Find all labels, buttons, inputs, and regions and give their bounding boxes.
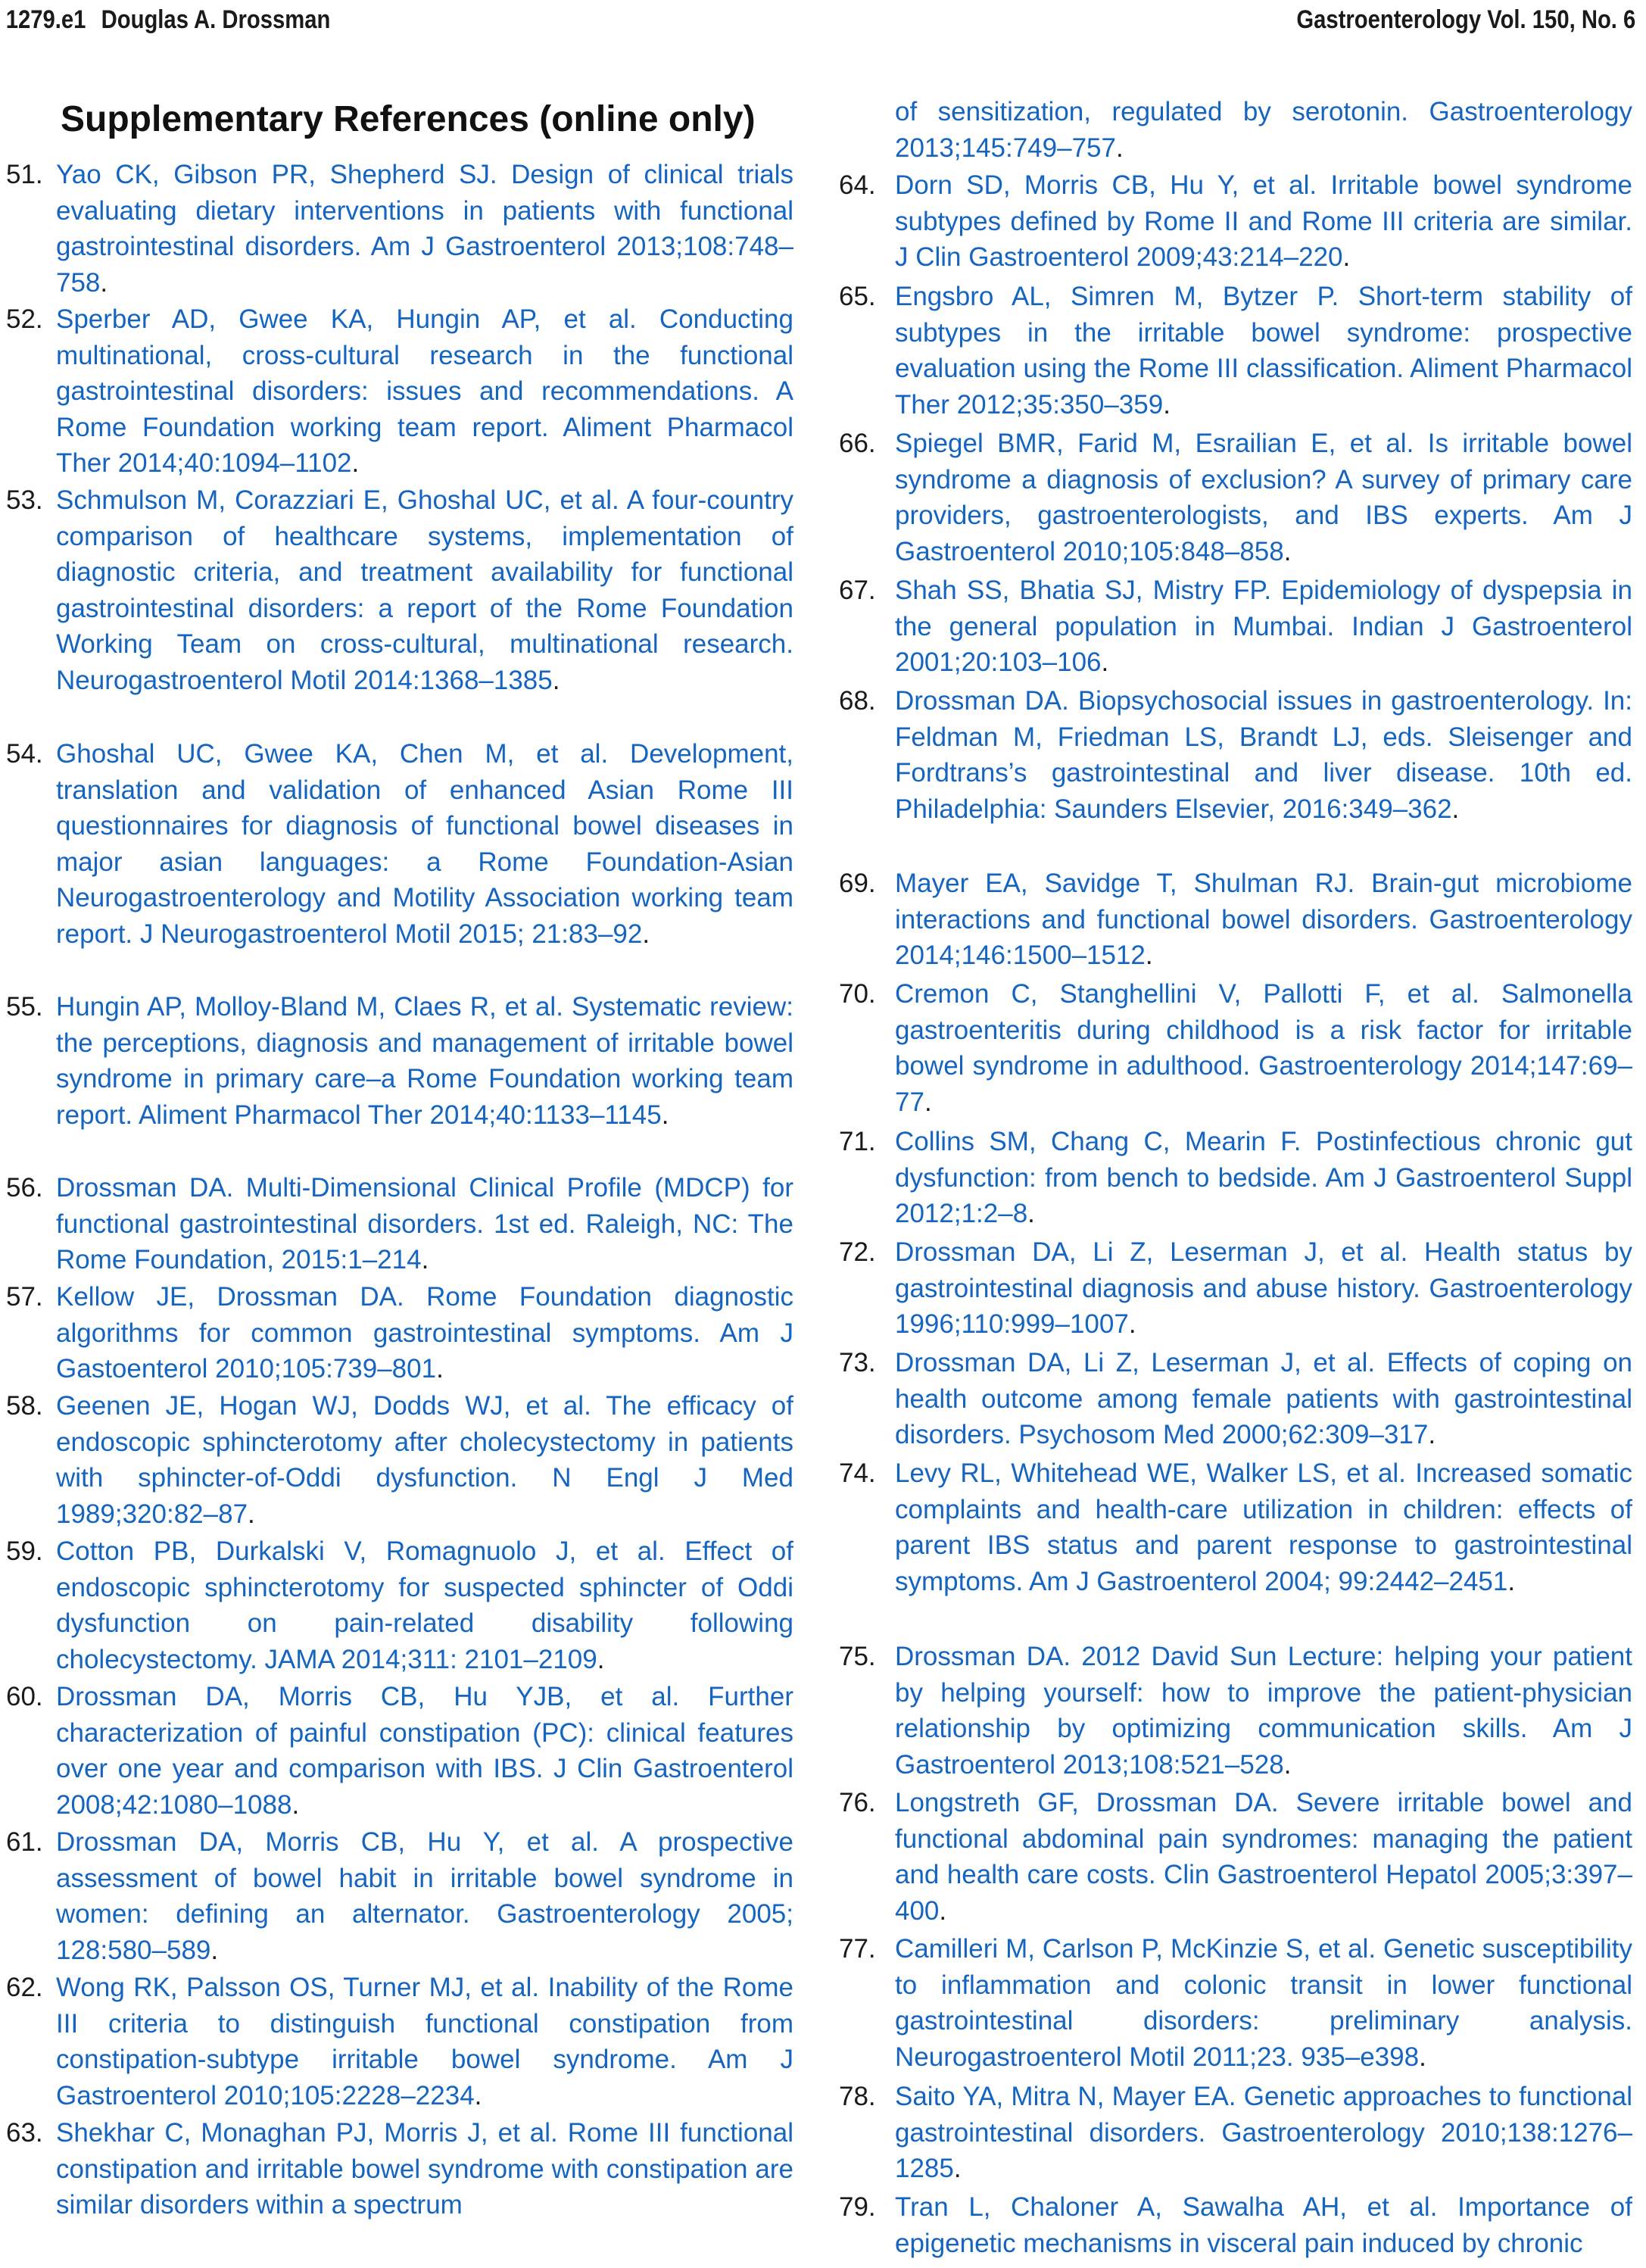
reference-link[interactable]: Saito YA, Mitra N, Mayer EA. Genetic approaches to functional gastrointestinal disorders. Gastroenterology 2010;138:1276–1285: [895, 2082, 1632, 2184]
reference-link[interactable]: Drossman DA. Multi-Dimensional Clinical Profile (MDCP) for functional gastrointestinal disorders. 1st ed. Raleigh, NC: The Rome Foundation, 2015:1–214: [56, 1173, 793, 1275]
reference-number: 68.: [839, 686, 876, 716]
reference-link[interactable]: Mayer EA, Savidge T, Shulman RJ. Brain-gut microbiome interactions and functional bowel disorders. Gastroenterology 2014;146:1500–1512: [895, 869, 1632, 971]
page-number: 1279.e1: [5, 5, 86, 34]
reference-link[interactable]: Camilleri M, Carlson P, McKinzie S, et al. Genetic susceptibility to inflammation and colonic transit in lower functional gastrointestinal disorders: preliminary analysis. Neurogastroenterol Motil 2011;23. 935–e398: [895, 1934, 1632, 2072]
reference-link[interactable]: Drossman DA. Biopsychosocial issues in gastroenterology. In: Feldman M, Friedman LS, Brandt LJ, eds. Sleisenger and Fordtrans’s gastrointestinal and liver disease. 10th ed. Philadelphia: Saunders Elsevier, 2016:349–362: [895, 686, 1632, 824]
section-title: Supplementary References (online only): [61, 99, 756, 139]
reference-number: 74.: [839, 1458, 876, 1488]
reference-number: 78.: [839, 2082, 876, 2111]
reference-number: 75.: [839, 1642, 876, 1671]
reference-link[interactable]: Drossman DA, Li Z, Leserman J, et al. Effects of coping on health outcome among female patients with gastrointestinal disorders. Psychosom Med 2000;62:309–317: [895, 1348, 1632, 1450]
reference-link[interactable]: Tran L, Chaloner A, Sawalha AH, et al. Importance of epigenetic mechanisms in visceral pain induced by chronic: [895, 2192, 1632, 2258]
reference-link[interactable]: Collins SM, Chang C, Mearin F. Postinfectious chronic gut dysfunction: from bench to bedside. Am J Gastroenterol Suppl 2012;1:2–8: [895, 1127, 1632, 1229]
reference-number: 73.: [839, 1348, 876, 1377]
reference-number: 69.: [839, 869, 876, 898]
reference-link[interactable]: Hungin AP, Molloy-Bland M, Claes R, et al. Systematic review: the perceptions, diagnosis and management of irritable bowel syndrome in primary care–a Rome Foundation working team report. Aliment Pharmacol Ther 2014;40:1133–1145: [56, 992, 793, 1130]
reference-number: 79.: [839, 2192, 876, 2222]
reference-number: 66.: [839, 429, 876, 458]
reference-link[interactable]: Kellow JE, Drossman DA. Rome Foundation diagnostic algorithms for common gastrointestinal symptoms. Am J Gastoenterol 2010;105:739–801: [56, 1282, 793, 1384]
reference-number: 72.: [839, 1237, 876, 1267]
reference-link[interactable]: Drossman DA, Li Z, Leserman J, et al. Health status by gastrointestinal diagnosis and abuse history. Gastroenterology 1996;110:999–1007: [895, 1237, 1632, 1340]
reference-link[interactable]: Dorn SD, Morris CB, Hu Y, et al. Irritable bowel syndrome subtypes defined by Rome II and Rome III criteria are similar. J Clin Gastroenterol 2009;43:214–220: [895, 170, 1632, 273]
reference-number: 61.: [6, 1827, 43, 1857]
reference-number: 64.: [839, 170, 876, 200]
reference-number: 71.: [839, 1127, 876, 1156]
reference-link[interactable]: of sensitization, regulated by serotonin. Gastroenterology 2013;145:749–757: [895, 97, 1632, 163]
reference-number: 65.: [839, 282, 876, 311]
reference-link[interactable]: Longstreth GF, Drossman DA. Severe irritable bowel and functional abdominal pain syndromes: managing the patient and health care costs. Clin Gastroenterol Hepatol 2005;3:397–400: [895, 1788, 1632, 1926]
reference-number: 77.: [839, 1934, 876, 1964]
reference-number: 56.: [6, 1173, 43, 1203]
reference-number: 54.: [6, 739, 43, 769]
reference-link[interactable]: Ghoshal UC, Gwee KA, Chen M, et al. Development, translation and validation of enhanced Asian Rome III questionnaires for diagnosis of functional bowel diseases in major asian languages: a Rome Foundation-Asian Neurogastroenterology and Motility Association working team report. J Neurogastroenterol Motil 2015; 21:83–92: [56, 739, 793, 949]
reference-link[interactable]: Cremon C, Stanghellini V, Pallotti F, et al. Salmonella gastroenteritis during childhood is a risk factor for irritable bowel syndrome in adulthood. Gastroenterology 2014;147:69–77: [895, 979, 1632, 1117]
reference-number: 70.: [839, 979, 876, 1009]
reference-number: 76.: [839, 1788, 876, 1817]
reference-number: 62.: [6, 1973, 43, 2002]
reference-link[interactable]: Geenen JE, Hogan WJ, Dodds WJ, et al. The efficacy of endoscopic sphincterotomy after cholecystectomy in patients with sphincter-of-Oddi dysfunction. N Engl J Med 1989;320:82–87: [56, 1391, 793, 1529]
reference-number: 55.: [6, 992, 43, 1022]
page-header: [0, 0, 1636, 38]
journal-title: Gastroenterology Vol. 150, No. 6: [1296, 5, 1636, 34]
reference-link[interactable]: Sperber AD, Gwee KA, Hungin AP, et al. Conducting multinational, cross-cultural research in the functional gastrointestinal disorders: issues and recommendations. A Rome Foundation working team report. Aliment Pharmacol Ther 2014;40:1094–1102: [56, 304, 793, 479]
reference-number: 53.: [6, 485, 43, 515]
reference-number: 58.: [6, 1391, 43, 1421]
reference-link[interactable]: Levy RL, Whitehead WE, Walker LS, et al. Increased somatic complaints and health-care utilization in children: effects of parent IBS status and parent response to gastrointestinal symptoms. Am J Gastroenterol 2004; 99:2442–2451: [895, 1458, 1632, 1596]
reference-link[interactable]: Drossman DA, Morris CB, Hu Y, et al. A prospective assessment of bowel habit in irritable bowel syndrome in women: defining an alternator. Gastroenterology 2005; 128:580–589: [56, 1827, 793, 1965]
reference-link[interactable]: Yao CK, Gibson PR, Shepherd SJ. Design of clinical trials evaluating dietary interventions in patients with functional gastrointestinal disorders. Am J Gastroenterol 2013;108:748–758: [56, 160, 793, 298]
reference-link[interactable]: Spiegel BMR, Farid M, Esrailian E, et al. Is irritable bowel syndrome a diagnosis of exclusion? A survey of primary care providers, gastroenterologists, and IBS experts. Am J Gastroenterol 2010;105:848–858: [895, 429, 1632, 566]
reference-number: 67.: [839, 576, 876, 605]
reference-link[interactable]: Drossman DA, Morris CB, Hu YJB, et al. Further characterization of painful constipation (PC): clinical features over one year and comparison with IBS. J Clin Gastroenterol 2008;42:1080–1088: [56, 1682, 793, 1820]
reference-number: 60.: [6, 1682, 43, 1711]
reference-link[interactable]: Shah SS, Bhatia SJ, Mistry FP. Epidemiology of dyspepsia in the general population in Mumbai. Indian J Gastroenterol 2001;20:103–106: [895, 576, 1632, 678]
reference-number: 59.: [6, 1536, 43, 1566]
reference-link[interactable]: Cotton PB, Durkalski V, Romagnuolo J, et al. Effect of endoscopic sphincterotomy for suspected sphincter of Oddi dysfunction on pain-related disability following cholecystectomy. JAMA 2014;311: 2101–2109: [56, 1536, 793, 1674]
reference-link[interactable]: Engsbro AL, Simren M, Bytzer P. Short-term stability of subtypes in the irritable bowel syndrome: prospective evaluation using the Rome III classification. Aliment Pharmacol Ther 2012;35:350–359: [895, 282, 1632, 420]
reference-link[interactable]: Shekhar C, Monaghan PJ, Morris J, et al. Rome III functional constipation and irritable bowel syndrome with constipation are similar disorders within a spectrum: [56, 2118, 793, 2220]
reference-link[interactable]: Schmulson M, Corazziari E, Ghoshal UC, et al. A four-country comparison of healthcare systems, implementation of diagnostic criteria, and treatment availability for functional gastrointestinal disorders: a report of the Rome Foundation Working Team on cross-cultural, multinational research. Neurogastroenterol Motil 2014:1368–1385: [56, 485, 793, 695]
reference-link[interactable]: Drossman DA. 2012 David Sun Lecture: helping your patient by helping yourself: how to improve the patient-physician relationship by optimizing communication skills. Am J Gastroenterol 2013;108:521–528: [895, 1642, 1632, 1780]
reference-number: 63.: [6, 2118, 43, 2148]
author-name: Douglas A. Drossman: [101, 5, 331, 34]
reference-link[interactable]: Wong RK, Palsson OS, Turner MJ, et al. Inability of the Rome III criteria to distinguish functional constipation from constipation-subtype irritable bowel syndrome. Am J Gastroenterol 2010;105:2228–2234: [56, 1973, 793, 2110]
reference-number: 51.: [6, 160, 43, 189]
reference-number: 52.: [6, 304, 43, 334]
reference-number: 57.: [6, 1282, 43, 1312]
